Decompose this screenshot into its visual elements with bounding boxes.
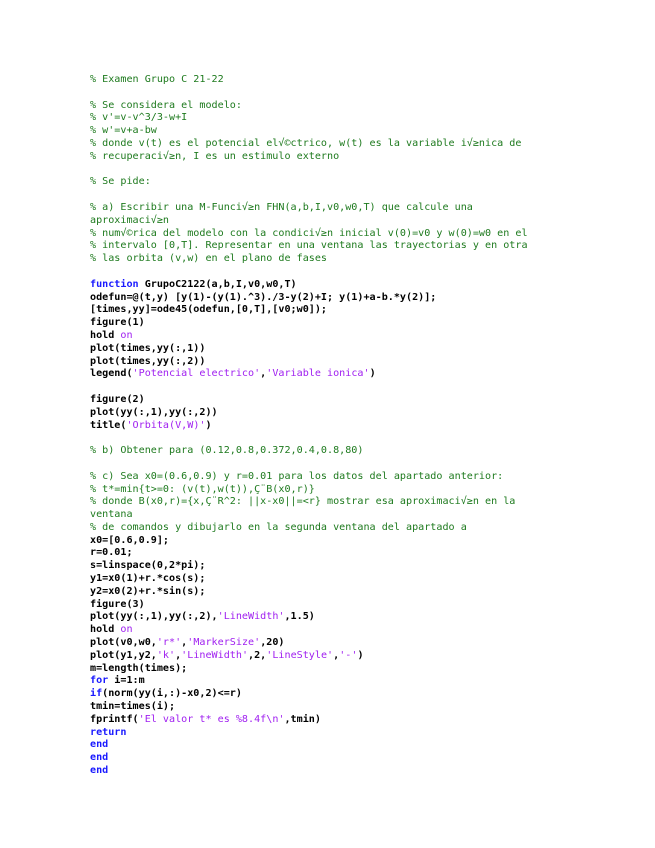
code-line (90, 100, 635, 113)
code-comment: % las orbita (v,w) en el plano de fases (90, 253, 328, 265)
code-line (90, 739, 635, 752)
code-line (90, 484, 635, 497)
code-line (90, 292, 635, 305)
code-comment: % donde v(t) es el potencial el√©ctrico, w(t) es la variable i√≥nica de (90, 137, 522, 149)
code-text: , (175, 649, 182, 661)
code-comment: % recuperaci√≥n, I es un estimulo externo (90, 150, 340, 162)
code-line (90, 215, 635, 228)
code-string: 'LineWidth' (217, 611, 285, 623)
code-comment: % w'=v+a-bw (90, 125, 157, 137)
code-string: 'Orbita(V,W)' (126, 419, 206, 431)
code-text: plot(yy(:,1),yy(:,2), (90, 611, 218, 623)
code-line (90, 714, 635, 727)
code-line (90, 675, 635, 688)
code-text: figure(2) (90, 393, 145, 405)
code-line (90, 547, 635, 560)
code-line (90, 611, 635, 624)
code-comment: % Examen Grupo C 21-22 (90, 74, 224, 85)
code-text: plot(yy(:,1),yy(:,2)) (90, 406, 218, 418)
code-string: 'k' (156, 649, 176, 661)
code-line (90, 701, 635, 714)
code-text: , (181, 637, 188, 649)
code-text: plot(times,yy(:,1)) (90, 342, 206, 354)
code-line (90, 279, 635, 292)
blank-line (90, 164, 635, 177)
code-comment: aproximaci√≥n (90, 214, 170, 226)
code-text: s=linspace(0,2*pi); (90, 560, 206, 572)
code-text: GrupoC2122(a,b,I,v0,w0,T) (138, 278, 297, 290)
code-line (90, 228, 635, 241)
code-line (90, 176, 635, 189)
code-text: , (260, 368, 267, 380)
code-line (90, 407, 635, 420)
code-line (90, 560, 635, 573)
code-text: ) (369, 368, 376, 380)
code-comment: % c) Sea x0=(0.6,0.9) y r=0.01 para los datos del apartado anterior: (90, 470, 504, 482)
code-line (90, 151, 635, 164)
code-line (90, 727, 635, 740)
code-keyword: end (90, 739, 109, 751)
code-text: legend( (90, 368, 133, 380)
code-string: 'LineStyle' (266, 649, 334, 661)
code-string: 'r*' (156, 637, 182, 649)
code-text: plot(v0,w0, (90, 637, 157, 649)
code-text: plot(times,yy(:,2)) (90, 355, 206, 367)
code-text: [times,yy]=ode45(odefun,[0,T],[v0;w0]); (90, 304, 328, 316)
code-line (90, 112, 635, 125)
code-string: 'Variable ionica' (266, 368, 370, 380)
code-line (90, 522, 635, 535)
code-line (90, 637, 635, 650)
code-string: 'El valor t* es %8.4f\n' (138, 713, 285, 725)
code-text: figure(1) (90, 317, 145, 329)
code-text: ,20) (260, 637, 285, 649)
code-line (90, 752, 635, 765)
code-text: odefun=@(t,y) [y(1)-(y(1).^3)./3-y(2)+I; y(1)+a-b.*y(2)]; (90, 291, 437, 303)
code-line (90, 535, 635, 548)
code-string: on (120, 624, 133, 636)
code-text: x0=[0.6,0.9]; (90, 534, 170, 546)
blank-line (90, 458, 635, 471)
code-line (90, 253, 635, 266)
blank-line (90, 266, 635, 279)
code-comment: % Se pide: (90, 176, 151, 188)
code-line (90, 650, 635, 663)
code-text: (norm(yy(i,:)-x0,2)<=r) (102, 688, 242, 700)
code-keyword: return (90, 726, 127, 738)
code-line (90, 356, 635, 369)
code-comment: % v'=v-v^3/3-w+I (90, 112, 188, 124)
code-line (90, 368, 635, 381)
code-text: ) (205, 419, 212, 431)
code-text: ,tmin) (284, 713, 321, 725)
code-text: , (333, 649, 340, 661)
code-text: y2=x0(2)+r.*sin(s); (90, 585, 206, 597)
code-line (90, 663, 635, 676)
code-string: on (120, 329, 133, 341)
code-text: hold (90, 329, 121, 341)
code-document (90, 74, 635, 778)
code-text: i=1:m (108, 675, 145, 687)
code-text: r=0.01; (90, 547, 133, 559)
code-line (90, 586, 635, 599)
code-comment: % intervalo [0,T]. Representar en una ventana las trayectorias y en otra (90, 240, 528, 252)
code-line (90, 74, 635, 87)
code-line (90, 125, 635, 138)
code-comment: % t*=min{t>=0: (v(t),w(t)),Ç¨B(x0,r)} (90, 483, 315, 495)
code-keyword: for (90, 675, 109, 687)
code-line (90, 343, 635, 356)
code-line (90, 330, 635, 343)
code-line (90, 138, 635, 151)
code-text: fprintf( (90, 713, 139, 725)
code-line (90, 445, 635, 458)
code-line (90, 496, 635, 509)
code-text: ,1.5) (284, 611, 315, 623)
code-comment: % donde B(x0,r)={x,Ç¨R^2: ||x-x0||=<r} mostrar esa aproximaci√≥n en la (90, 496, 516, 508)
code-keyword: end (90, 752, 109, 764)
code-keyword: if (90, 688, 103, 700)
code-line (90, 317, 635, 330)
blank-line (90, 381, 635, 394)
code-text: hold (90, 624, 121, 636)
code-line (90, 599, 635, 612)
code-comment: % Se considera el modelo: (90, 99, 242, 111)
code-comment: % a) Escribir una M-Funci√≥n FHN(a,b,I,v0,w0,T) que calcule una (90, 201, 473, 213)
code-text: figure(3) (90, 598, 145, 610)
code-line (90, 624, 635, 637)
code-comment: % b) Obtener para (0.12,0.8,0.372,0.4,0.8,80) (90, 445, 364, 457)
code-line (90, 240, 635, 253)
code-line (90, 420, 635, 433)
code-line (90, 394, 635, 407)
code-line (90, 471, 635, 484)
code-comment: ventana (90, 509, 133, 521)
blank-line (90, 432, 635, 445)
code-string: 'MarkerSize' (187, 637, 261, 649)
code-line (90, 765, 635, 778)
code-comment: % num√©rica del modelo con la condici√≥n inicial v(0)=v0 y w(0)=w0 en el (90, 227, 528, 239)
code-line (90, 509, 635, 522)
code-text: ) (357, 649, 364, 661)
code-text: m=length(times); (90, 662, 188, 674)
code-comment: % de comandos y dibujarlo en la segunda ventana del apartado a (90, 521, 467, 533)
code-keyword: end (90, 765, 109, 777)
code-string: 'LineWidth' (181, 649, 249, 661)
code-keyword: function (90, 278, 139, 290)
blank-line (90, 189, 635, 202)
blank-line (90, 87, 635, 100)
code-line (90, 688, 635, 701)
code-text: title( (90, 419, 127, 431)
code-text: y1=x0(1)+r.*cos(s); (90, 573, 206, 585)
code-text: ,2, (248, 649, 267, 661)
code-text: plot(y1,y2, (90, 649, 157, 661)
code-string: 'Potencial electrico' (132, 368, 261, 380)
code-line (90, 304, 635, 317)
code-string: '-' (339, 649, 358, 661)
code-text: tmin=times(i); (90, 701, 176, 713)
code-line (90, 573, 635, 586)
code-line (90, 202, 635, 215)
